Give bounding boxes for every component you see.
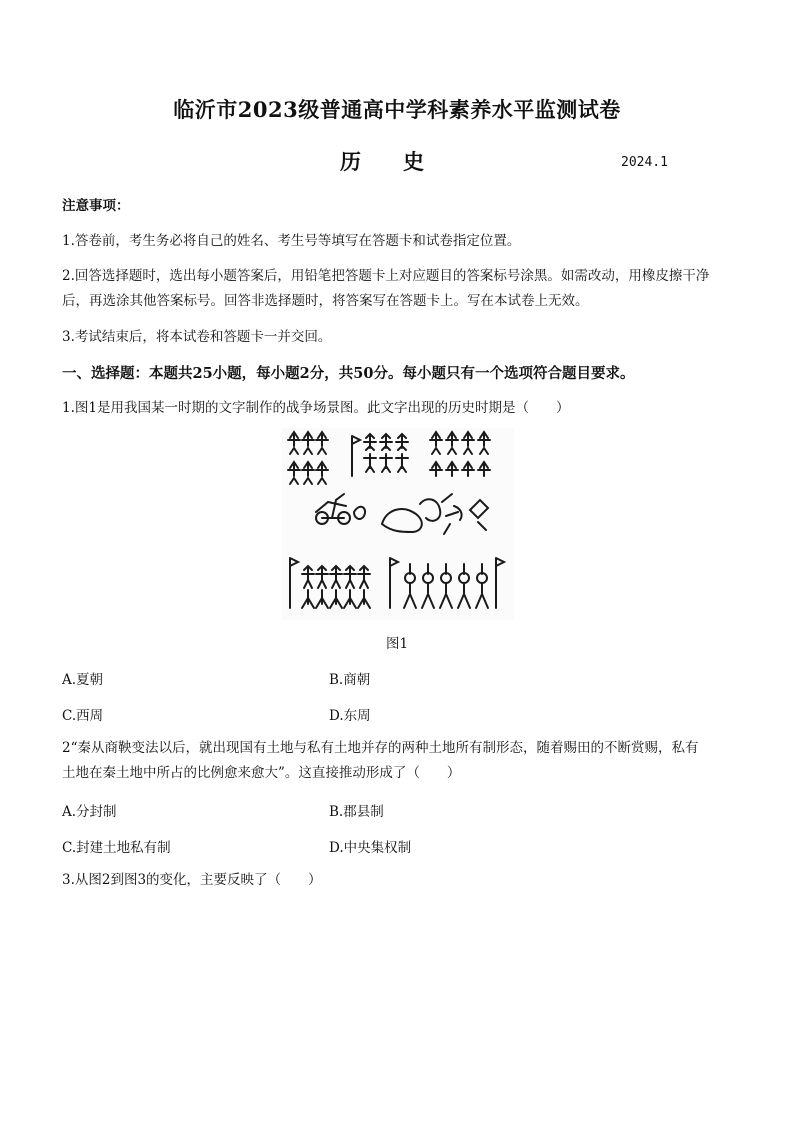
option-d[interactable]: D.东周 (329, 708, 371, 724)
option-b[interactable]: B.郡县制 (329, 804, 384, 820)
note-item: 2.回答选择题时，选出每小题答案后，用铅笔把答题卡上对应题目的答案标号涂黑。如需改动，用橡皮擦干净 (62, 268, 710, 284)
option-a[interactable]: A.分封制 (62, 804, 117, 820)
subject-title: 历史 (340, 149, 466, 174)
option-a[interactable]: A.夏朝 (62, 672, 104, 688)
option-c[interactable]: C.西周 (62, 708, 104, 724)
figure-caption: 图1 (385, 636, 409, 652)
notes-heading: 注意事项： (62, 198, 130, 214)
note-item: 3.考试结束后，将本试卷和答题卡一并交回。 (62, 329, 332, 345)
question-stem: 1.图1是用我国某一时期的文字制作的战争场景图。此文字出现的历史时期是（ ） (62, 400, 570, 416)
note-item: 后，再选涂其他答案标号。回答非选择题时，将答案写在答题卡上。写在本试卷上无效。 (62, 293, 589, 309)
question-stem: 2“秦从商鞅变法以后，就出现国有土地与私有土地并存的两种土地所有制形态，随着赐田的不断赏赐，私有 (62, 740, 699, 756)
oracle-bone-battle-image (282, 428, 514, 620)
option-c[interactable]: C.封建土地私有制 (62, 840, 171, 856)
section-heading: 一、选择题：本题共25小题，每小题2分，共50分。每小题只有一个选项符合题目要求。 (62, 365, 635, 382)
exam-date: 2024.1 (621, 155, 668, 170)
question-stem: 土地在秦土地中所占的比例愈来愈大”。这直接推动形成了（ ） (62, 765, 461, 781)
option-d[interactable]: D.中央集权制 (329, 840, 412, 856)
question-stem: 3.从图2到图3的变化，主要反映了（ ） (62, 872, 322, 888)
note-item: 1.答卷前，考生务必将自己的姓名、考生号等填写在答题卡和试卷指定位置。 (62, 233, 521, 249)
exam-title: 临沂市2023级普通高中学科素养水平监测试卷 (173, 97, 621, 122)
option-b[interactable]: B.商朝 (329, 672, 371, 688)
